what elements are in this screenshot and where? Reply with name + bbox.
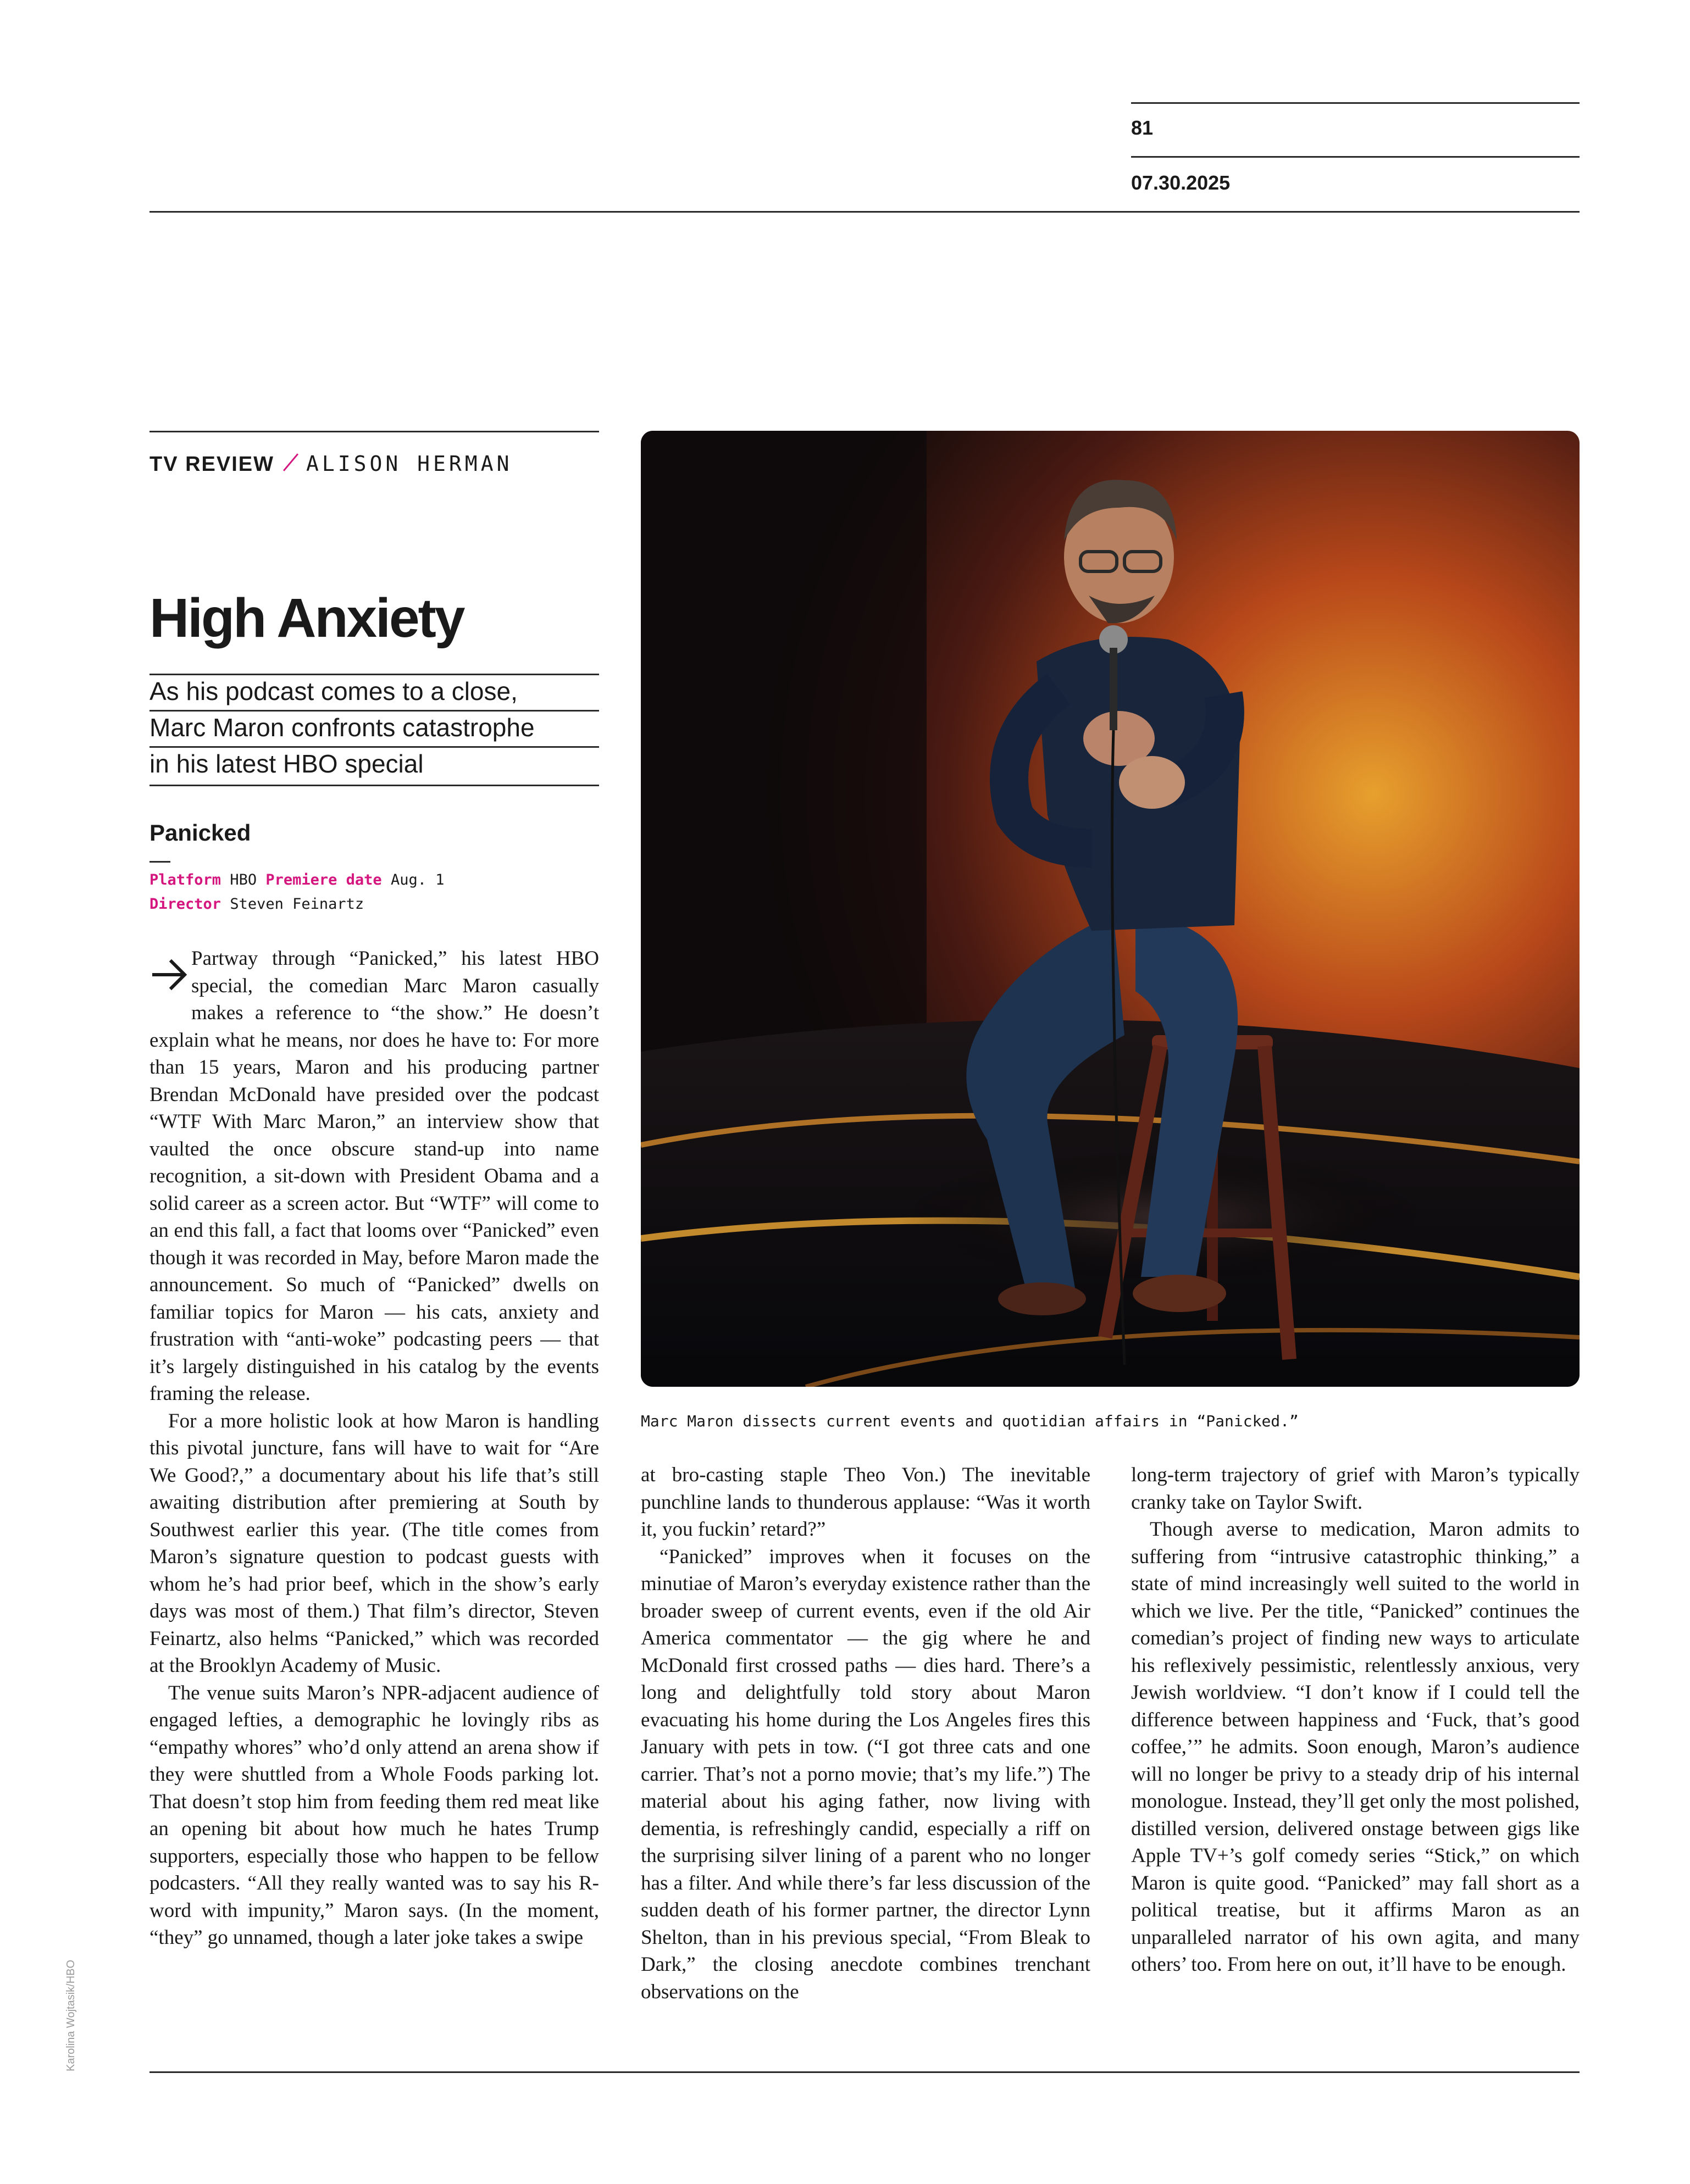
deck-line: in his latest HBO special — [149, 749, 424, 778]
body-paragraph: For a more holistic look at how Maron is handling this pivotal juncture, fans will have to wait for “Are We Good?,” a documentary about his life that’s still awaiting distribution after premiering at South by Southwest earlier this year. (The title comes from Maron’s signature question to podcast guests with whom he’s had prior beef, which in the show’s early days was most of them.) That film’s director, Steven Feinartz, also helms “Panicked,” which was recorded at the Brooklyn Academy of Music. — [149, 1409, 599, 1677]
section-name: TV REVIEW — [149, 453, 275, 476]
body-paragraph: “Panicked” improves when it focuses on the minutiae of Maron’s everyday existence rather than the broader sweep of current events, even if the old Air America commentator — the gig where he and McDonald first crossed paths — dies hard. There’s a long and delightfully told story about Maron evacuating his home during the Los Angeles fires this January with pets in tow. (“I got three cats and one carrier. That’s not a porno movie; that’s my life.”) The material about his aging father, now living with dementia, is refreshingly candid, especially a riff on the surprising silver lining of a parent who no longer has a filter. And while there’s far less discussion of the sudden death of his former partner, the director Lynn Shelton, than in his previous special, “From Bleak to Dark,” the closing anecdote combines trenchant observations on the — [641, 1545, 1090, 2003]
footer-rule — [149, 2071, 1580, 2073]
header-rule-top — [1131, 102, 1580, 104]
director-label: Director — [149, 896, 221, 913]
section-rule — [149, 431, 599, 432]
premiere-value: Aug. 1 — [390, 871, 445, 888]
director-value: Steven Feinartz — [230, 896, 364, 913]
body-paragraph: The venue suits Maron’s NPR-adjacent audience of engaged lefties, a demographic he lovingly ribs as “empathy whores” who’d only attend an arena show if they were shuttled from a Whole Foods parking lot. That doesn’t stop him from feeding them red meat like an opening bit about how much he hates Trump supporters, especially those who happen to be fellow podcasters. “All they really wanted was to say his R-word with impunity,” Maron says. (In the moment, “they” go unnamed, though a later joke takes a swipe — [149, 1681, 599, 1949]
issue-date: 07.30.2025 — [1131, 171, 1231, 194]
deck-line: Marc Maron confronts catastrophe — [149, 713, 535, 742]
section-label — [149, 452, 512, 476]
platform-value: HBO — [230, 871, 257, 888]
arrow-right-icon — [149, 948, 191, 1001]
page-number: 81 — [1131, 116, 1154, 139]
platform-label: Platform — [149, 871, 221, 888]
stage-photo-illustration — [641, 431, 1580, 1387]
body-paragraph: long-term trajectory of grief with Maron’s typically cranky take on Taylor Swift. — [1131, 1464, 1580, 1514]
premiere-label: Premiere date — [265, 871, 382, 888]
body-column-3 — [1131, 1461, 1580, 1979]
headline: High Anxiety — [149, 587, 464, 649]
credits-line-1 — [149, 871, 445, 888]
photo-comedian-on-stool — [641, 431, 1580, 1387]
deck-line: As his podcast comes to a close, — [149, 677, 518, 705]
credits-line-2 — [149, 896, 364, 913]
photo-credit: Karolina Wojtasik/HBO — [65, 1959, 77, 2071]
deck-rule-3 — [149, 785, 599, 786]
body-paragraph: at bro-casting staple Theo Von.) The inevitable punchline lands to thunderous applause: “Was it worth it, you fuckin’ retard?” — [641, 1464, 1090, 1541]
slash-divider — [283, 454, 298, 472]
photo-caption: Marc Maron dissects current events and quotidian affairs in “Panicked.” — [641, 1412, 1299, 1430]
header-rule-full — [149, 211, 1580, 213]
header-rule-middle — [1131, 156, 1580, 158]
author-name: ALISON HERMAN — [306, 452, 513, 476]
body-paragraph: Though averse to medication, Maron admits to suffering from “intrusive catastrophic thinking,” a state of mind increasingly well suited to the world in which we live. Per the title, “Panicked” continues the comedian’s project of finding new ways to articulate his reflexively pessimistic, relentlessly anxious, very Jewish worldview. “I don’t know if I could tell the difference between happiness and ‘Fuck, that’s good coffee,’” he admits. Soon enough, Maron’s audience will no longer be privy to a steady drip of his internal monologue. Instead, they’ll get only the most polished, distilled version, delivered onstage between gigs like Apple TV+’s golf comedy series “Stick,” on which Maron is quite good. “Panicked” may fall short as a political treatise, but it affirms Maron as an unparalleled narrator of his own agita, and many others’ too. From here on out, it’ll have to be enough. — [1131, 1518, 1580, 1976]
show-title: Panicked — [149, 820, 251, 846]
body-column-1 — [149, 945, 599, 1952]
body-paragraph: Partway through “Panicked,” his latest HBO special, the comedian Marc Maron casually makes a reference to “the show.” He doesn’t explain what he means, nor does he have to: For more than 15 years, Maron and his producing partner Brendan McDonald have presided over the podcast “WTF With Marc Maron,” an interview show that vaulted the once obscure stand-up into name recognition, a sit-down with President Obama and a solid career as a screen actor. But “WTF” will come to an end this fall, a fact that looms over “Panicked” even though it was recorded in May, before Maron made the announcement. So much of “Panicked” dwells on familiar topics for Maron — his cats, anxiety and frustration with “anti-woke” podcasting peers — that it’s largely distinguished in his catalog by the events framing the release. — [149, 947, 599, 1405]
body-column-2 — [641, 1461, 1090, 2005]
show-title-dash — [149, 861, 170, 863]
